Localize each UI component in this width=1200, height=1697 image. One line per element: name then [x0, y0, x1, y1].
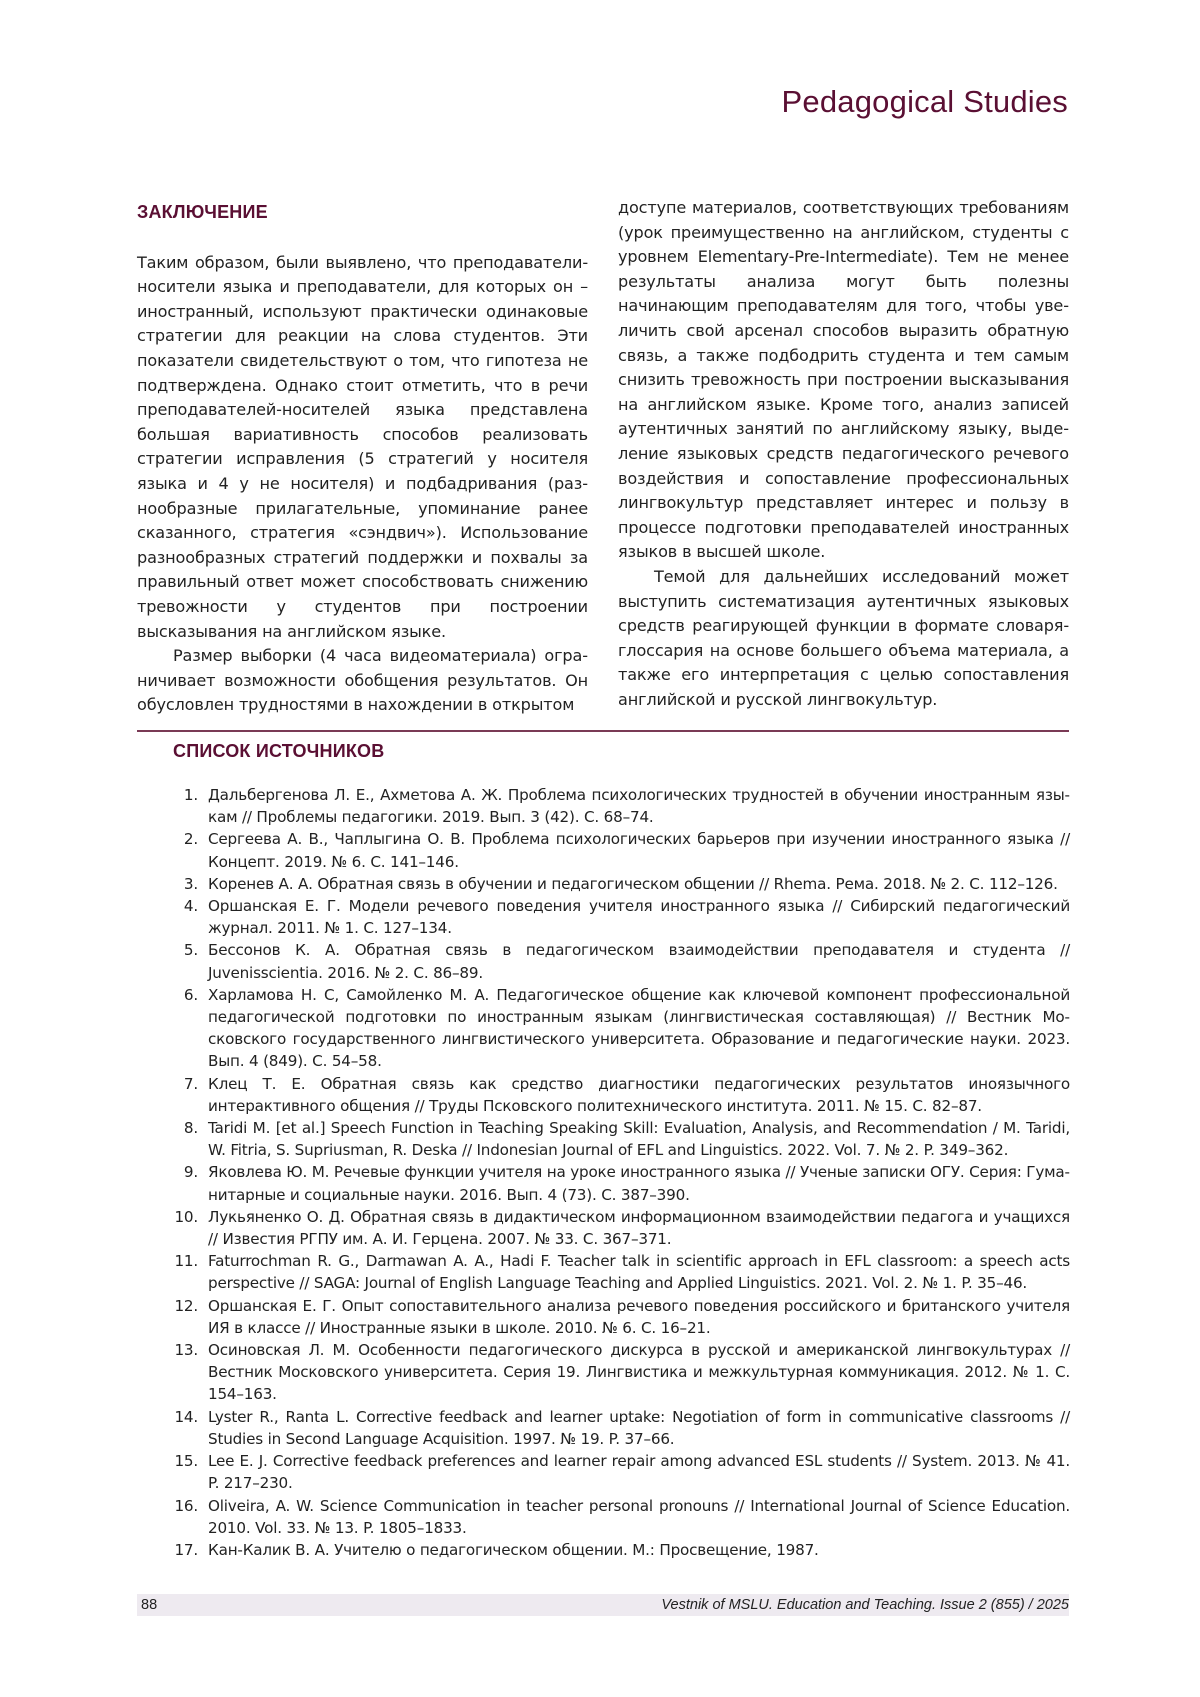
reference-number: 4.	[183, 897, 198, 916]
reference-text: Бессонов К. А. Обратная связь в педагогическом взаимодействии преподавателя и студента // Juvenisscientia. 2016. № 2. С. 86–89.	[208, 941, 1070, 982]
reference-number: 10.	[174, 1207, 198, 1226]
reference-item	[170, 873, 1070, 895]
references-list	[170, 784, 1070, 1561]
conclusion-paragraph: Темой для дальнейших исследований может выступить систематизация аутентичных языковых средств реагирующей функции в формате словаря-глоссария на основе большего объема материала, а также его интерпретация с целью сопоставления английской и русской лингвокультур.	[618, 566, 1069, 709]
reference-text: Taridi M. [et al.] Speech Function in Teaching Speaking Skill: Evaluation, Analysis, and Recommendation / M. Taridi, W. Fitria, S. Supriusman, R. Deska // Indonesian Journal of EFL and Linguistics. 2022. Vol. 7. № 2. P. 349–362.	[208, 1119, 1070, 1160]
conclusion-heading: ЗАКЛЮЧЕНИЕ	[137, 202, 268, 222]
reference-item	[170, 895, 1070, 939]
reference-text: Дальбергенова Л. Е., Ахметова А. Ж. Проблема психологических трудностей в обучении иностранным языкам // Проблемы педагогики. 2019. Вып. 3 (42). С. 68–74.	[208, 786, 1070, 827]
journal-citation: Vestnik of MSLU. Education and Teaching. Issue 2 (855) / 2025	[661, 1597, 1069, 1613]
reference-text: Осиновская Л. М. Особенности педагогического дискурса в русской и американской лингвокультурах // Вестник Московского университета. Серия 19. Лингвистика и межкультурная коммуникация. 2012. № 1. С. 154–163.	[208, 1341, 1070, 1404]
conclusion-paragraph: Размер выборки (4 часа видеоматериала) ограничивает возможности обобщения результатов. Он обусловлен трудностями в нахождении в открытом	[137, 646, 588, 715]
reference-number: 16.	[174, 1496, 198, 1515]
reference-number: 15.	[174, 1452, 198, 1471]
references-heading: СПИСОК ИСТОЧНИКОВ	[173, 741, 385, 761]
reference-number: 1.	[183, 786, 198, 804]
reference-text: Оршанская Е. Г. Опыт сопоставительного анализа речевого поведения российского и британского учителя ИЯ в классе // Иностранные языки в школе. 2010. № 6. С. 16–21.	[208, 1296, 1070, 1337]
reference-item	[170, 1539, 1070, 1561]
left-column	[137, 196, 588, 718]
reference-text: Коренев А. А. Обратная связь в обучении и педагогическом общении // Rhema. Рема. 2018. № 2. С. 112–126.	[208, 874, 1058, 893]
reference-text: Oliveira, A. W. Science Communication in teacher personal pronouns // International Journal of Science Education. 2010. Vol. 33. № 13. P. 1805–1833.	[208, 1496, 1070, 1537]
reference-text: Lee E. J. Corrective feedback preferences and learner repair among advanced ESL students // System. 2013. № 41. P. 217–230.	[208, 1452, 1070, 1493]
running-title: Pedagogical Studies	[781, 84, 1068, 119]
reference-number: 8.	[183, 1119, 198, 1138]
section-divider	[137, 730, 1069, 732]
reference-item	[170, 1161, 1070, 1205]
reference-text: Яковлева Ю. М. Речевые функции учителя на уроке иностранного языка // Ученые записки ОГУ. Серия: Гуманитарные и социальные науки. 2016. Вып. 4 (73). С. 387–390.	[208, 1163, 1070, 1204]
reference-text: Лукьяненко О. Д. Обратная связь в дидактическом информационном взаимодействии педагога и учащихся // Известия РГПУ им. А. И. Герцена. 2007. № 33. С. 367–371.	[208, 1207, 1070, 1249]
reference-text: Кан-Калик В. А. Учителю о педагогическом общении. М.: Просвещение, 1987.	[208, 1540, 819, 1559]
reference-item	[170, 1206, 1070, 1250]
reference-item	[170, 1339, 1070, 1406]
reference-number: 17.	[174, 1540, 198, 1559]
reference-item	[170, 828, 1070, 872]
right-column	[618, 196, 1069, 718]
reference-item	[170, 939, 1070, 983]
reference-number: 12.	[174, 1296, 198, 1315]
reference-item	[170, 1117, 1070, 1161]
reference-text: Lyster R., Ranta L. Corrective feedback and learner uptake: Negotiation of form in communicative classrooms // Studies in Second Language Acquisition. 1997. № 19. P. 37–66.	[208, 1407, 1070, 1448]
reference-number: 7.	[183, 1074, 198, 1093]
page-number: 88	[141, 1597, 158, 1613]
reference-number: 3.	[183, 874, 198, 893]
reference-item	[170, 784, 1070, 828]
reference-number: 11.	[174, 1252, 198, 1271]
reference-number: 5.	[183, 941, 198, 960]
reference-item	[170, 1406, 1070, 1450]
reference-item	[170, 1495, 1070, 1539]
reference-text: Оршанская Е. Г. Модели речевого поведения учителя иностранного языка // Сибирский педагогический журнал. 2011. № 1. С. 127–134.	[208, 897, 1070, 938]
conclusion-paragraph: доступе материалов, соответствующих требованиям (урок преимущественно на английском, студенты с уровнем Elementary-Pre-Intermediate). Тем не менее результаты анализа могут быть полезны начинающим преподавателям для того, чтобы увеличить свой арсенал способов выразить обратную связь, а также подбодрить студента и тем самым снизить тревожность при построении высказывания на английском языке. Кроме того, анализ записей аутентичных занятий по английскому языку, выделение языковых средств педагогического речевого воздействия и сопоставление профессиональных лингвокультур представляет интерес и пользу в процессе подготовки преподавателей иностранных языков в высшей школе.	[618, 198, 1069, 562]
reference-number: 14.	[174, 1407, 198, 1426]
reference-number: 13.	[174, 1341, 198, 1360]
reference-number: 6.	[183, 985, 198, 1004]
page-footer	[137, 1594, 1069, 1616]
reference-text: Сергеева А. В., Чаплыгина О. В. Проблема психологических барьеров при изучении иностранного языка // Концепт. 2019. № 6. С. 141–146.	[208, 830, 1070, 871]
reference-text: Харламова Н. С, Самойленко М. А. Педагогическое общение как ключевой компонент профессиональной педагогической подготовки по иностранным языкам (лингвистическая составляющая) // Вестник Московского государственного лингвистического университета. Образование и педагогические науки. 2023. Вып. 4 (849). С. 54–58.	[208, 985, 1070, 1071]
reference-item	[170, 1295, 1070, 1339]
reference-item	[170, 1250, 1070, 1294]
conclusion-paragraph: Таким образом, были выявлено, что преподаватели-носители языка и преподаватели, для которых он – иностранный, используют практически одинаковые стратегии для реакции на слова студентов. Эти показатели свидетельствуют о том, что гипотеза не подтверждена. Однако стоит отметить, что в речи преподавателей-носителей языка представлена большая вариативность способов реализовать стратегии исправления (5 стратегий у носителя языка и 4 у не носителя) и подбадривания (разнообразные прилагательные, упоминание ранее сказанного, стратегия «сэндвич»). Использование разнообразных стратегий поддержки и похвалы за правильный ответ может способствовать снижению тревожности у студентов при построении высказывания на английском языке.	[137, 252, 588, 641]
reference-item	[170, 984, 1070, 1073]
reference-number: 2.	[183, 830, 198, 849]
reference-text: Faturrochman R. G., Darmawan A. A., Hadi F. Teacher talk in scientific approach in EFL classroom: a speech acts perspective // SAGA: Journal of English Language Teaching and Applied Linguistics. 2021. Vol. 2. № 1. P. 35–46.	[208, 1252, 1070, 1293]
reference-text: Клец Т. Е. Обратная связь как средство диагностики педагогических результатов иноязычного интерактивного общения // Труды Псковского политехнического института. 2011. № 15. С. 82–87.	[208, 1074, 1070, 1115]
reference-number: 9.	[183, 1163, 198, 1182]
reference-item	[170, 1073, 1070, 1117]
reference-item	[170, 1450, 1070, 1494]
two-column-body	[137, 196, 1069, 718]
